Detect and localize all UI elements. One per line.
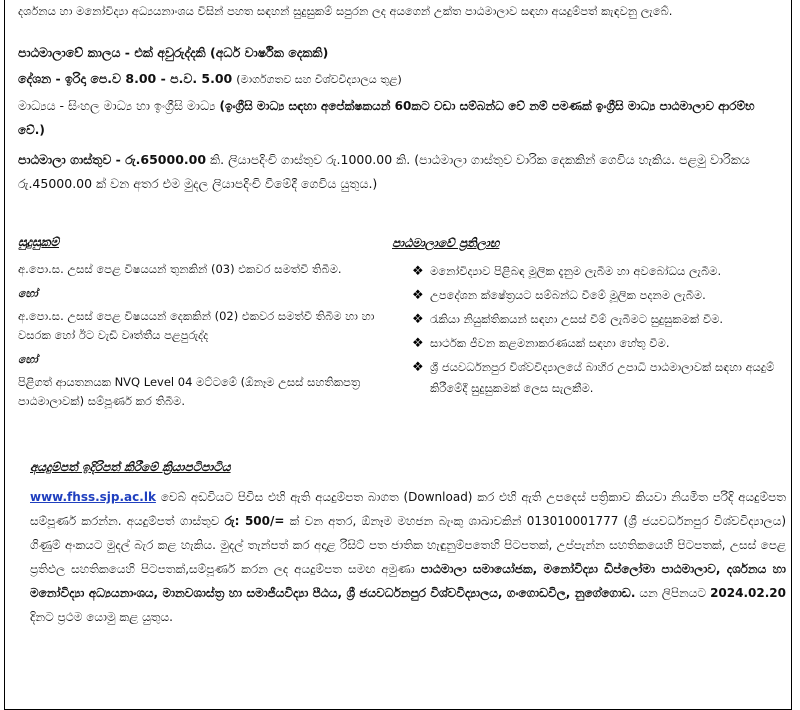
diamond-bullet-icon: ❖ (412, 336, 424, 351)
medium-label: මාධ්‍යය - සිංහල මාධ්‍ය හා ඉංග්‍රීසි මාධ්‍ය (18, 98, 216, 113)
course-fee (18, 148, 786, 196)
medium-note: (ඉංග්‍රීසි මාධ්‍ය සඳහා අපේක්ෂකයන් 60කට වඩා සම්බන්ධ වේ නම් පමණක් ඉංග්‍රීසි මාධ්‍ය පාඨමාලාව ආරම්භ වේ.) (18, 99, 755, 137)
application-procedure: www.fhss.sjp.ac.lk වෙබ් අඩවියට පිවිස එහි ඇති අයදුම්පත බාගත (Download) කර එහි ඇති උපදෙස් පත්‍රිකාව කියවා නියමිත පරිදි අයදුම්පත සම්පූර්ණ කරන්න. අයදුම්පත් ගාස්තුව රු: 500/= ක් වන අතර, ඕනෑම මහජන බැංකු ශාඛාවකින් 013010001777 (ශ්‍රී ජයවර්ධනපුර විශ්වවිද්‍යාලය) ගිණුම් අංකයට මුදල් බැර කළ හැකිය. මුදල් තැන්පත් කර අදාළ රිසිට් පත ජාතික හැඳුනුම්පතෙහි පිටපතක්, උප්පැන්න සහතිකයෙහි පිටපතක්, උසස් පෙළ ප්‍රතිඵල සහතිකයෙහි පිටපතක්,සම්පූර්ණ කරන ලද අයදුම්පත සමඟ අමුණා පාඨමාලා සමායෝජක, මනෝවිද්‍යා ඩිප්ලෝමා පාඨමාලාව, දර්ශනය හා මනෝවිද්‍යා අධ්‍යයනාංශය, මානවශාස්ත්‍ර හා සමාජීයවිද්‍යා පීඨය, ශ්‍රී ජයවර්ධනපුර විශ්වවිද්‍යාලය, ගංගොඩවිල, නුගේගොඩ. යන ලිපිනයට 2024.02.20 දිනට ප්‍රථම යොමු කළ යුතුය. (30, 490, 787, 624)
or-label: හෝ (18, 353, 38, 366)
lecture-time: දේශන - ඉරිදා පෙ.ව 8.00 - ප.ව. 5.00 (18, 71, 233, 86)
qualifications-section (18, 233, 398, 416)
qualification-item: අ.පො.ස. උසස් පෙළ විෂයයන් දෙකකින් (02) එකවර සමත්වී තිබීම හා හා වසරක හෝ ඊට වැඩි වෘත්තීය පළපුරුද්ද (18, 309, 375, 342)
diamond-bullet-icon: ❖ (412, 288, 424, 303)
list-item: ❖ ශ්‍රී ජයවර්ධනපුර විශ්වවිද්‍යාලයේ බාහිර උපාධි පාඨමාලාවක් සඳහා අයදුම් කිරීමේදී සුදුසුකමක් ලෙස සැලකීම. (392, 357, 792, 399)
website-link[interactable]: www.fhss.sjp.ac.lk (30, 490, 156, 504)
medium-info (18, 94, 783, 142)
qualification-item: අ.පො.ස. උසස් පෙළ විෂයයන් තුනකින් (03) එකවර සමත්වී තිබීම. (18, 262, 342, 276)
list-item: ❖ සාර්ථක ජීවන කළමනාකරණයක් සඳහා හේතු වීම. (392, 333, 792, 354)
deadline-date: 2024.02.20 (710, 586, 786, 600)
benefits-list (392, 261, 792, 399)
qualifications-heading: සුදුසුකම් (18, 235, 59, 249)
postal-address: පාඨමාලා සමායෝජක, මනෝවිද්‍යා ඩිප්ලෝමා පාඨමාලාව, දර්ශනය හා මනෝවිද්‍යා අධ්‍යයනාංශය, මානවශාස්ත්‍ර හා සමාජීයවිද්‍යා පීඨය, ශ්‍රී ජයවර්ධනපුර විශ්වවිද්‍යාලය, ගංගොඩවිල, නුගේගොඩ. (30, 562, 786, 600)
fee-label: පාඨමාලා ගාස්තුව - රු.65000.00 (18, 152, 207, 167)
list-item: ❖ උපදේශන ක්ෂේත්‍රයට සම්බන්ධ වීමේ මූලික පදනම ලැබීම. (392, 285, 792, 306)
fee-details: කි. ලියාපදිංචි ගාස්තුව රු.1000.00 කි. (පාඨමාලා ගාස්තුව වාරික දෙකකින් ගෙවිය හැකිය. පළමු වාරිකය රු.45000.00 ක් වන අතර එම මුදල ලියාපදිංචි වීමේදී ගෙවිය යුතුය.) (18, 152, 750, 191)
diamond-bullet-icon: ❖ (412, 312, 424, 327)
lecture-schedule (18, 68, 788, 91)
diamond-bullet-icon: ❖ (412, 264, 424, 279)
intro-text: දර්ශනය හා මනෝවිද්‍යා අධ්‍යයනාංශය විසින් පහත සඳහන් සුදුසුකම් සපුරන ලද අයගෙන් උක්ත පාඨමාලාව සඳහා අයදුම්පත් කැඳවනු ලැබේ. (18, 4, 673, 18)
or-label: හෝ (18, 287, 38, 300)
benefits-section (392, 236, 792, 402)
lecture-location: (මාර්ගගතව සහ විශ්වවිද්‍යාලය තුළ) (236, 73, 402, 86)
list-item: ❖ මනෝවිද්‍යාව පිළිබඳ මූලික දැනුම ලැබීම හා අවබෝධය ලැබීම. (392, 261, 792, 282)
diamond-bullet-icon: ❖ (412, 360, 424, 375)
benefits-heading: පාඨමාලාවේ ප්‍රතිලාභ (392, 236, 500, 250)
list-item: ❖ රැකියා නියුක්තිකයන් සඳහා උසස් වීම් ලැබීමට සුදුසුකමක් වීම. (392, 309, 792, 330)
application-fee: රු: 500/= (224, 514, 285, 528)
application-heading: අයදුම්පත් ඉදිරිපත් කිරීමේ ක්‍රියාපටිපාටිය (30, 460, 231, 474)
course-duration: පාඨමාලාවේ කාලය - එක් අවුරුද්දකි (අර්ධ වාර්ෂික දෙකකි) (18, 45, 329, 60)
qualification-item: පිළිගත් ආයතනයක NVQ Level 04 මට්ටමේ (ඕනෑම උසස් සහතිකපත්‍ර පාඨමාලාවක්) සම්පූර්ණ කර තිබීම. (18, 375, 361, 408)
